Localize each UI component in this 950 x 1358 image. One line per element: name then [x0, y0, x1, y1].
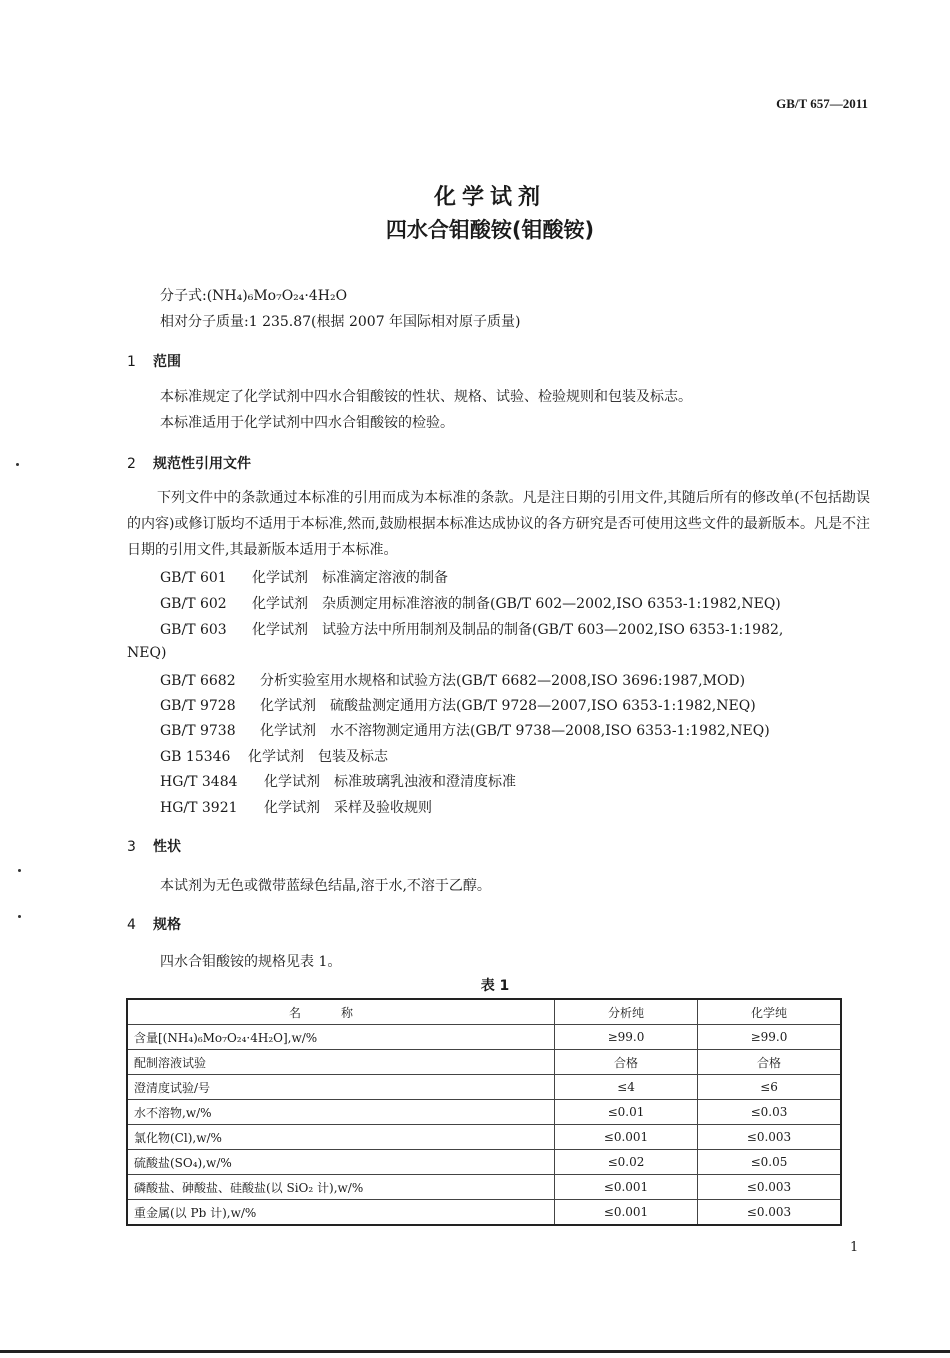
row-value-ar: ≤0.001 [555, 1125, 698, 1150]
table-row [127, 1025, 841, 1050]
table-row [127, 1150, 841, 1175]
section-number: 3 [127, 839, 136, 855]
table-header-row [127, 999, 841, 1025]
molecular-formula: 分子式:(NH₄)₆Mo₇O₂₄·4H₂O [160, 288, 348, 304]
row-item: 配制溶液试验 [127, 1050, 555, 1075]
section-2-heading [127, 453, 251, 473]
reference-code: GB/T 9738 [160, 723, 236, 739]
references-intro: 下列文件中的条款通过本标准的引用而成为本标准的条款。凡是注日期的引用文件,其随后所有的修改单(不包括勘误的内容)或修订版均不适用于本标准,然而,鼓励根据本标准达成协议的各方研究是否可使用这些文件的最新版本。凡是不注日期的引用文件,其最新版本适用于本标准。 [127, 490, 870, 558]
row-item: 硫酸盐(SO₄),w/% [127, 1150, 555, 1175]
section-number: 4 [127, 917, 136, 933]
section-title: 规格 [153, 917, 181, 933]
reference-item [160, 619, 783, 639]
row-value-ar: ≤0.001 [555, 1175, 698, 1200]
column-header-analytical-reagent: 分析纯 [555, 999, 698, 1025]
reference-title: 化学试剂 试验方法中所用制剂及制品的制备(GB/T 603—2002,ISO 6353-1:1982, [252, 622, 784, 638]
row-value-ar: ≥99.0 [555, 1025, 698, 1050]
row-value-cp: ≥99.0 [698, 1025, 842, 1050]
reference-title: 化学试剂 杂质测定用标准溶液的制备(GB/T 602—2002,ISO 6353-1:1982,NEQ) [252, 596, 781, 612]
row-value-cp: ≤0.003 [698, 1200, 842, 1226]
row-value-ar: 合格 [555, 1050, 698, 1075]
reference-code: HG/T 3921 [160, 800, 238, 816]
reference-code: GB/T 9728 [160, 698, 236, 714]
scope-paragraph-2: 本标准适用于化学试剂中四水合钼酸铵的检验。 [160, 415, 454, 431]
section-number: 1 [127, 354, 136, 370]
reference-title: 化学试剂 标准玻璃乳浊液和澄清度标准 [264, 774, 516, 790]
scan-speck [16, 463, 19, 466]
reference-item [160, 771, 516, 791]
standard-code: GB/T 657—2011 [776, 96, 868, 111]
section-1-heading [127, 351, 181, 371]
reference-code: GB/T 601 [160, 570, 227, 586]
section-title: 范围 [153, 354, 181, 370]
reference-continuation: NEQ) [127, 645, 167, 661]
row-value-cp: ≤0.05 [698, 1150, 842, 1175]
properties-paragraph: 本试剂为无色或微带蓝绿色结晶,溶于水,不溶于乙醇。 [160, 878, 491, 894]
row-item: 水不溶物,w/% [127, 1100, 555, 1125]
specification-paragraph: 四水合钼酸铵的规格见表 1。 [160, 954, 342, 970]
table-row [127, 1100, 841, 1125]
row-item: 澄清度试验/号 [127, 1075, 555, 1100]
table-title: 表 1 [480, 978, 510, 994]
row-item: 磷酸盐、砷酸盐、硅酸盐(以 SiO₂ 计),w/% [127, 1175, 555, 1200]
row-value-cp: ≤0.03 [698, 1100, 842, 1125]
row-item: 氯化物(Cl),w/% [127, 1125, 555, 1150]
page-bottom-border [0, 1350, 950, 1353]
reference-code: GB/T 602 [160, 596, 227, 612]
row-value-cp: ≤0.003 [698, 1125, 842, 1150]
column-header-chemically-pure: 化学纯 [698, 999, 842, 1025]
reference-code: HG/T 3484 [160, 774, 238, 790]
row-value-ar: ≤0.001 [555, 1200, 698, 1226]
table-row [127, 1050, 841, 1075]
row-value-cp: ≤0.003 [698, 1175, 842, 1200]
reference-title: 化学试剂 标准滴定溶液的制备 [252, 570, 448, 586]
table-row [127, 1175, 841, 1200]
row-value-ar: ≤0.01 [555, 1100, 698, 1125]
reference-item [160, 670, 745, 690]
reference-code: GB/T 6682 [160, 673, 236, 689]
molecular-mass: 相对分子质量:1 235.87(根据 2007 年国际相对原子质量) [160, 314, 521, 330]
scan-speck [18, 915, 21, 918]
section-number: 2 [127, 456, 136, 472]
row-item: 含量[(NH₄)₆Mo₇O₂₄·4H₂O],w/% [127, 1025, 555, 1050]
reference-title: 化学试剂 采样及验收规则 [264, 800, 432, 816]
scan-speck [18, 869, 21, 872]
reference-code: GB/T 603 [160, 622, 227, 638]
section-title: 性状 [153, 839, 181, 855]
column-header-name: 名称 [127, 999, 555, 1025]
reference-title: 化学试剂 硫酸盐测定通用方法(GB/T 9728—2007,ISO 6353-1:1982,NEQ) [260, 698, 756, 714]
reference-item [160, 720, 770, 740]
reference-title: 化学试剂 包装及标志 [248, 749, 388, 765]
reference-title: 化学试剂 水不溶物测定通用方法(GB/T 9738—2008,ISO 6353-1:1982,NEQ) [260, 723, 770, 739]
row-value-cp: ≤6 [698, 1075, 842, 1100]
title-product: 四水合钼酸铵(钼酸铵) [385, 218, 595, 242]
specification-table [126, 998, 842, 1226]
row-item: 重金属(以 Pb 计),w/% [127, 1200, 555, 1226]
table-row [127, 1075, 841, 1100]
reference-item [160, 593, 781, 613]
page-number: 1 [850, 1240, 859, 1255]
reference-title: 分析实验室用水规格和试验方法(GB/T 6682—2008,ISO 3696:1987,MOD) [260, 673, 746, 689]
reference-code: GB 15346 [160, 749, 231, 765]
table-row [127, 1125, 841, 1150]
row-value-ar: ≤4 [555, 1075, 698, 1100]
row-value-ar: ≤0.02 [555, 1150, 698, 1175]
reference-item [160, 567, 448, 587]
row-value-cp: 合格 [698, 1050, 842, 1075]
reference-item [160, 746, 388, 766]
title-category: 化学试剂 [433, 185, 546, 210]
table-row [127, 1200, 841, 1226]
section-title: 规范性引用文件 [153, 456, 251, 472]
scope-paragraph-1: 本标准规定了化学试剂中四水合钼酸铵的性状、规格、试验、检验规则和包装及标志。 [160, 389, 692, 405]
section-4-heading [127, 914, 181, 934]
reference-item [160, 797, 432, 817]
section-3-heading [127, 836, 181, 856]
reference-item [160, 695, 756, 715]
